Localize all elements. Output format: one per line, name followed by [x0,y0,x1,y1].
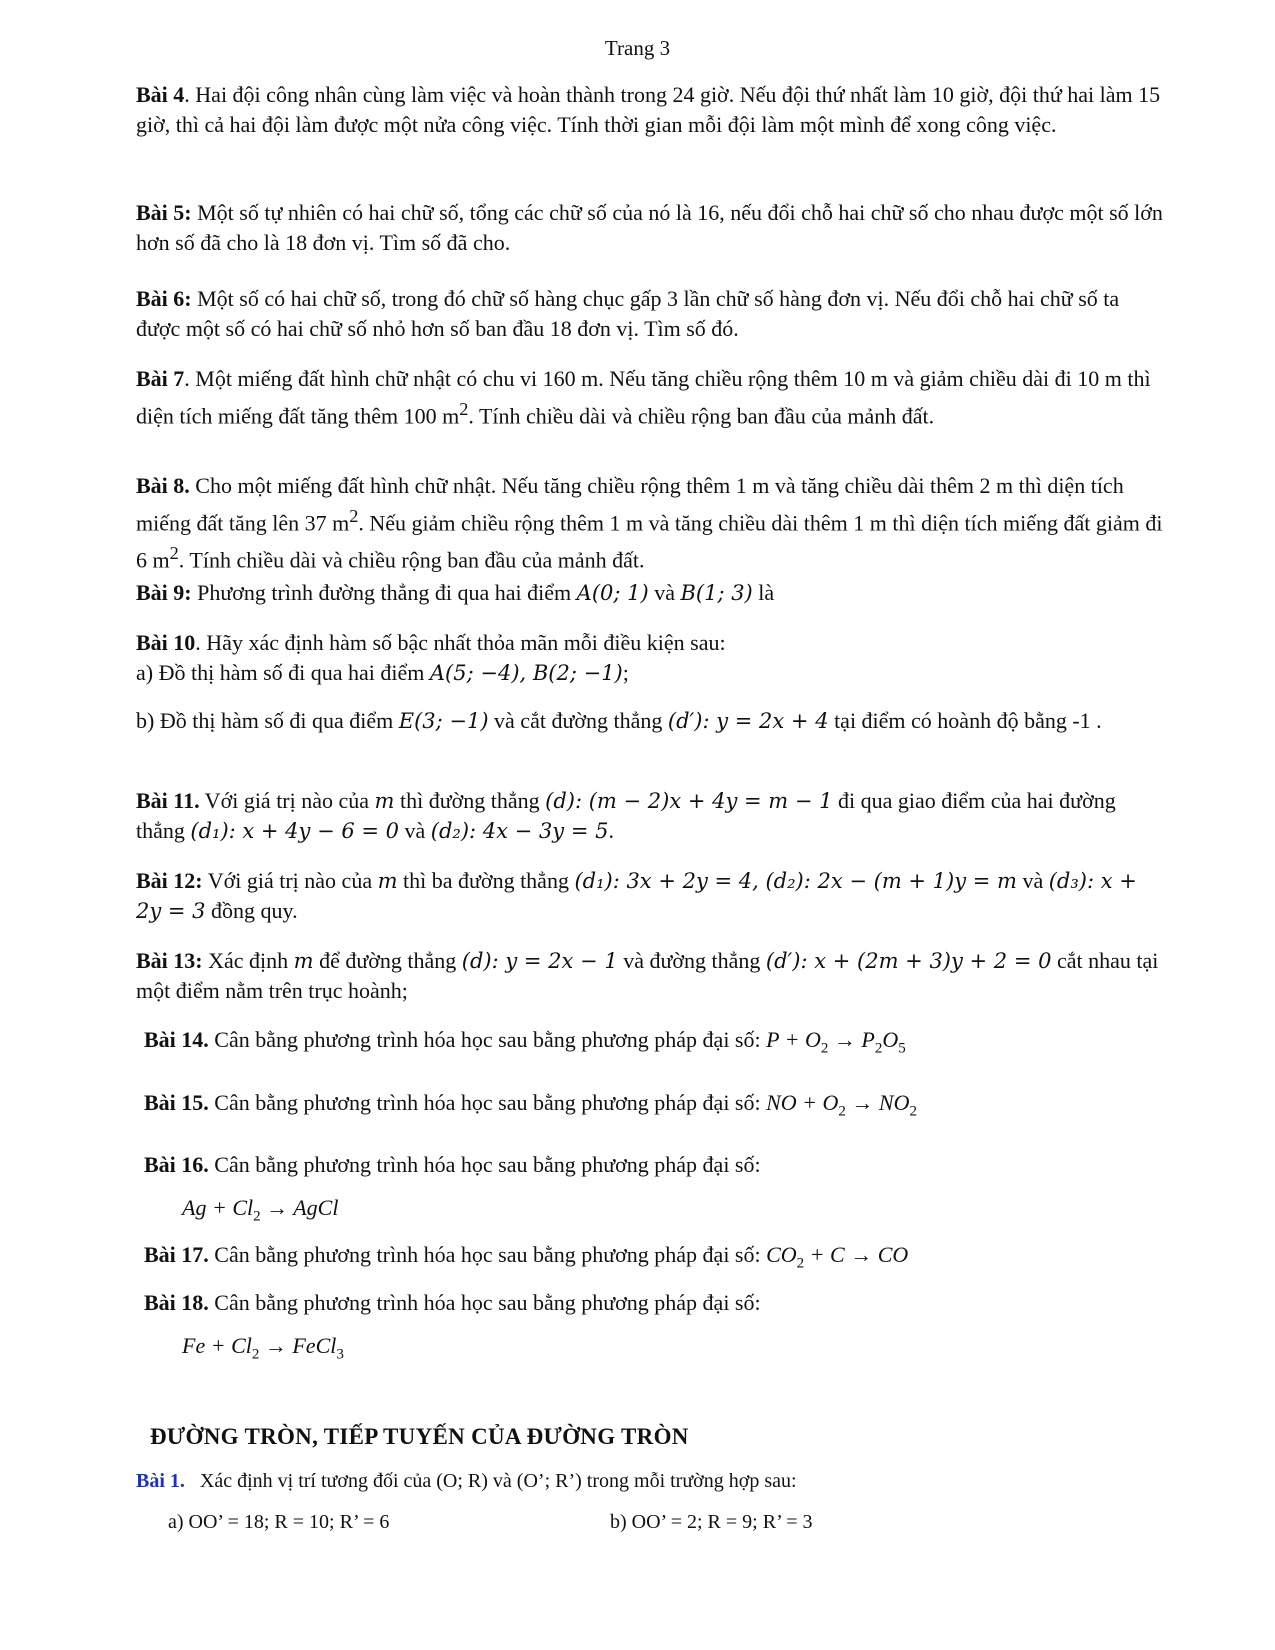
exercise-6 [136,284,1166,344]
item-a: a) OO’ = 18; R = 10; R’ = 6 [168,1511,390,1533]
math-expr: (d): (m − 2)x + 4y = m − 1 [545,789,833,813]
math-expr: (d′): x + (2m + 3)y + 2 = 0 [765,949,1052,973]
chem-term: Cl [231,1333,252,1358]
chemical-equation [766,1242,909,1272]
chem-term: O [822,1090,839,1115]
part-b-text: và cắt đường thẳng [488,708,668,733]
chem-subscript: 2 [253,1208,261,1225]
chem-arrow: → [259,1333,293,1358]
chem-arrow: → [828,1027,862,1052]
exercise-text: . Hai đội công nhân cùng làm việc và hoàn thành trong 24 giờ. Nếu đội thứ nhất làm 10 giờ, đội thứ hai làm 15 giờ, thì cả hai đội làm được một nửa công việc. Tính thời gian mỗi đội làm một mình để xong công việc. [136,82,1161,137]
exercise-label: Bài 9: [136,580,192,605]
exercise-text: Với giá trị nào của [202,868,378,893]
exercise-text: . Hãy xác định hàm số bậc nhất thỏa mãn mỗi điều kiện sau: [195,630,726,655]
math-expr: (d): y = 2x − 1 [461,949,618,973]
math-expr: B(1; 3) [680,581,753,605]
exercise-text-end: . Tính chiều dài và chiều rộng ban đầu của mảnh đất. [178,547,645,573]
chem-operator: + [206,1195,233,1220]
exercise-text: và đường thẳng [617,948,766,973]
chem-term: NO [878,1090,910,1115]
chem-term: O [882,1027,899,1052]
chem-operator: + [779,1027,806,1052]
exercise-8 [136,471,1166,576]
chem-term: AgCl [293,1195,339,1220]
exercise-text: . Một miếng đất hình chữ nhật có chu vi 160 m. Nếu tăng chiều rộng thêm 10 m và giảm chiều dài đi 10 m thì diện tích miếng đất tăng thêm 100 m [136,366,1151,429]
exercise-label: Bài 8. [136,473,190,498]
exercise-text: Xác định [202,948,294,973]
chem-term: O [805,1027,821,1052]
exercise-text: Cho một miếng đất hình chữ nhật. Nếu tăng chiều rộng thêm 1 m và tăng chiều dài thêm 2 m thì diện tích miếng đất tăng lên 37 m [136,473,1124,536]
math-expr: (d₃): x + 2y = 3 [136,869,1137,923]
exercise-label: Bài 10 [136,630,196,655]
chem-subscript: 2 [838,1103,846,1120]
exercise-text: cắt nhau tại một điểm nằm trên trục hoành; [136,948,1159,1003]
chem-arrow: → [844,1242,878,1267]
exercise-label: Bài 6: [136,286,192,311]
part-b-text: tại điểm có hoành độ bằng -1 . [828,708,1102,733]
item-b: b) OO’ = 2; R = 9; R’ = 3 [610,1511,813,1533]
math-expr: (d₁): x + 4y − 6 = 0 [190,819,400,843]
chem-subscript: 5 [898,1040,906,1057]
exercise-4 [136,80,1166,140]
exercise-text: là [752,580,775,605]
part-b-text: b) Đồ thị hàm số đi qua điểm [136,708,399,733]
chem-term: C [830,1242,845,1267]
exercise-text: Phương trình đường thẳng đi qua hai điểm [191,580,577,605]
chem-arrow: → [260,1195,294,1220]
exercise-label: Bài 7 [136,366,185,391]
chem-term: Cl [232,1195,254,1220]
exercise-label: Bài 11. [136,788,200,813]
exercise-text: và [648,580,681,605]
chem-term: CO [766,1242,797,1267]
exercise-13 [136,946,1166,1006]
exercise-17 [144,1240,1174,1278]
exercise-text-cont: . Nếu giảm chiều rộng thêm 1 m và tăng chiều dài thêm 1 m thì diện tích miếng đất giảm đi 6 m [136,510,1163,573]
exercise-15 [144,1088,1174,1126]
exercise-text: Cân bằng phương trình hóa học sau bằng phương pháp đại số: [208,1090,767,1115]
exercise-text: Cân bằng phương trình hóa học sau bằng phương pháp đại số: [208,1242,767,1267]
chemical-equation [766,1027,906,1057]
exercise-text-cont: . Tính chiều dài và chiều rộng ban đầu của mảnh đất. [468,403,935,429]
exercise-12 [136,866,1166,926]
exercise-label: Bài 1. [136,1470,185,1492]
exercise-label: Bài 5: [136,200,192,225]
page-number: Trang 3 [604,36,671,60]
chem-arrow: → [845,1090,879,1115]
exercise-text: Cân bằng phương trình hóa học sau bằng phương pháp đại số: [208,1290,761,1315]
chem-term: P [766,1027,780,1052]
chem-operator: + [205,1333,232,1358]
exercise-text: Một số tự nhiên có hai chữ số, tổng các chữ số của nó là 16, nếu đổi chỗ hai chữ số cho nhau được một số lớn hơn số đã cho là 18 đơn vị. Tìm số đã cho. [136,200,1163,255]
math-expr: A(0; 1) [576,581,649,605]
circle-exercise-1 [136,1466,1166,1496]
part-a-end: ; [622,660,629,685]
chem-subscript: 2 [251,1346,260,1363]
chem-operator: + [796,1090,823,1115]
exercise-text: thì đường thẳng [394,788,546,813]
exercise-text: Một số có hai chữ số, trong đó chữ số hàng chục gấp 3 lần chữ số hàng đơn vị. Nếu đổi chỗ hai chữ số ta được một số có hai chữ số nhỏ hơn số ban đầu 18 đơn vị. Tìm số đó. [136,286,1120,341]
exercise-label: Bài 18. [144,1290,209,1315]
exercise-label: Bài 15. [144,1090,209,1115]
math-expr: A(5; −4), B(2; −1) [429,661,623,685]
chem-term: FeCl [292,1333,337,1358]
math-expr: (d′): y = 2x + 4 [667,709,829,733]
exercise-label: Bài 14. [144,1027,209,1052]
exercise-18 [144,1288,1174,1318]
exercise-text: đi qua giao điểm của hai đường thẳng [136,788,1116,843]
chem-subscript: 3 [336,1346,344,1363]
math-expr: (d₁): 3x + 2y = 4, (d₂): 2x − (m + 1)y = m [574,869,1017,893]
math-expr: m [377,869,398,893]
exercise-label: Bài 17. [144,1242,209,1267]
exercise-label: Bài 4 [136,82,185,107]
chem-term: Fe [182,1333,206,1358]
exercise-16 [144,1150,1174,1180]
exercise-text: Cân bằng phương trình hóa học sau bằng phương pháp đại số: [208,1152,761,1177]
exercise-5 [136,198,1166,258]
exercise-text: để đường thẳng [313,948,462,973]
exercise-text: . [608,818,614,843]
math-expr: (d₂): 4x − 3y = 5 [430,819,609,843]
exercise-label: Bài 13: [136,948,203,973]
exercise-7 [136,364,1166,431]
exercise-11 [136,786,1166,846]
chemical-equation [766,1090,917,1120]
exercise-9 [136,578,1166,608]
exercise-text: Với giá trị nào của [199,788,375,813]
chemical-equation [182,1331,344,1369]
superscript: 2 [459,399,469,419]
chem-subscript: 2 [874,1040,883,1057]
chem-term: CO [877,1242,909,1267]
chem-term: Ag [182,1195,207,1220]
superscript: 2 [349,506,359,526]
chem-term: NO [766,1090,797,1115]
exercise-14 [144,1025,1174,1063]
exercise-text: thì ba đường thẳng [397,868,575,893]
chem-operator: + [804,1242,831,1267]
chem-term: P [861,1027,875,1052]
exercise-10-part-b [136,706,1166,736]
exercise-text: và [399,818,431,843]
exercise-label: Bài 12: [136,868,203,893]
math-expr: E(3; −1) [398,709,489,733]
part-a-text: a) Đồ thị hàm số đi qua hai điểm [136,660,430,685]
exercise-text: và [1016,868,1049,893]
exercise-10 [136,628,1166,688]
superscript: 2 [169,543,179,564]
section-title: ĐƯỜNG TRÒN, TIẾP TUYẾN CỦA ĐƯỜNG TRÒN [150,1424,689,1449]
chem-subscript: 2 [820,1040,829,1057]
exercise-text: Xác định vị trí tương đối của (O; R) và (O’; R’) trong mỗi trường hợp sau: [199,1470,797,1492]
chemical-equation [182,1193,338,1231]
chem-subscript: 2 [796,1255,805,1272]
exercise-text: đồng quy. [205,898,298,923]
exercise-label: Bài 16. [144,1152,209,1177]
math-expr: m [293,949,314,973]
chem-subscript: 2 [909,1103,917,1120]
math-expr: m [374,789,395,813]
exercise-text: Cân bằng phương trình hóa học sau bằng phương pháp đại số: [208,1027,767,1052]
